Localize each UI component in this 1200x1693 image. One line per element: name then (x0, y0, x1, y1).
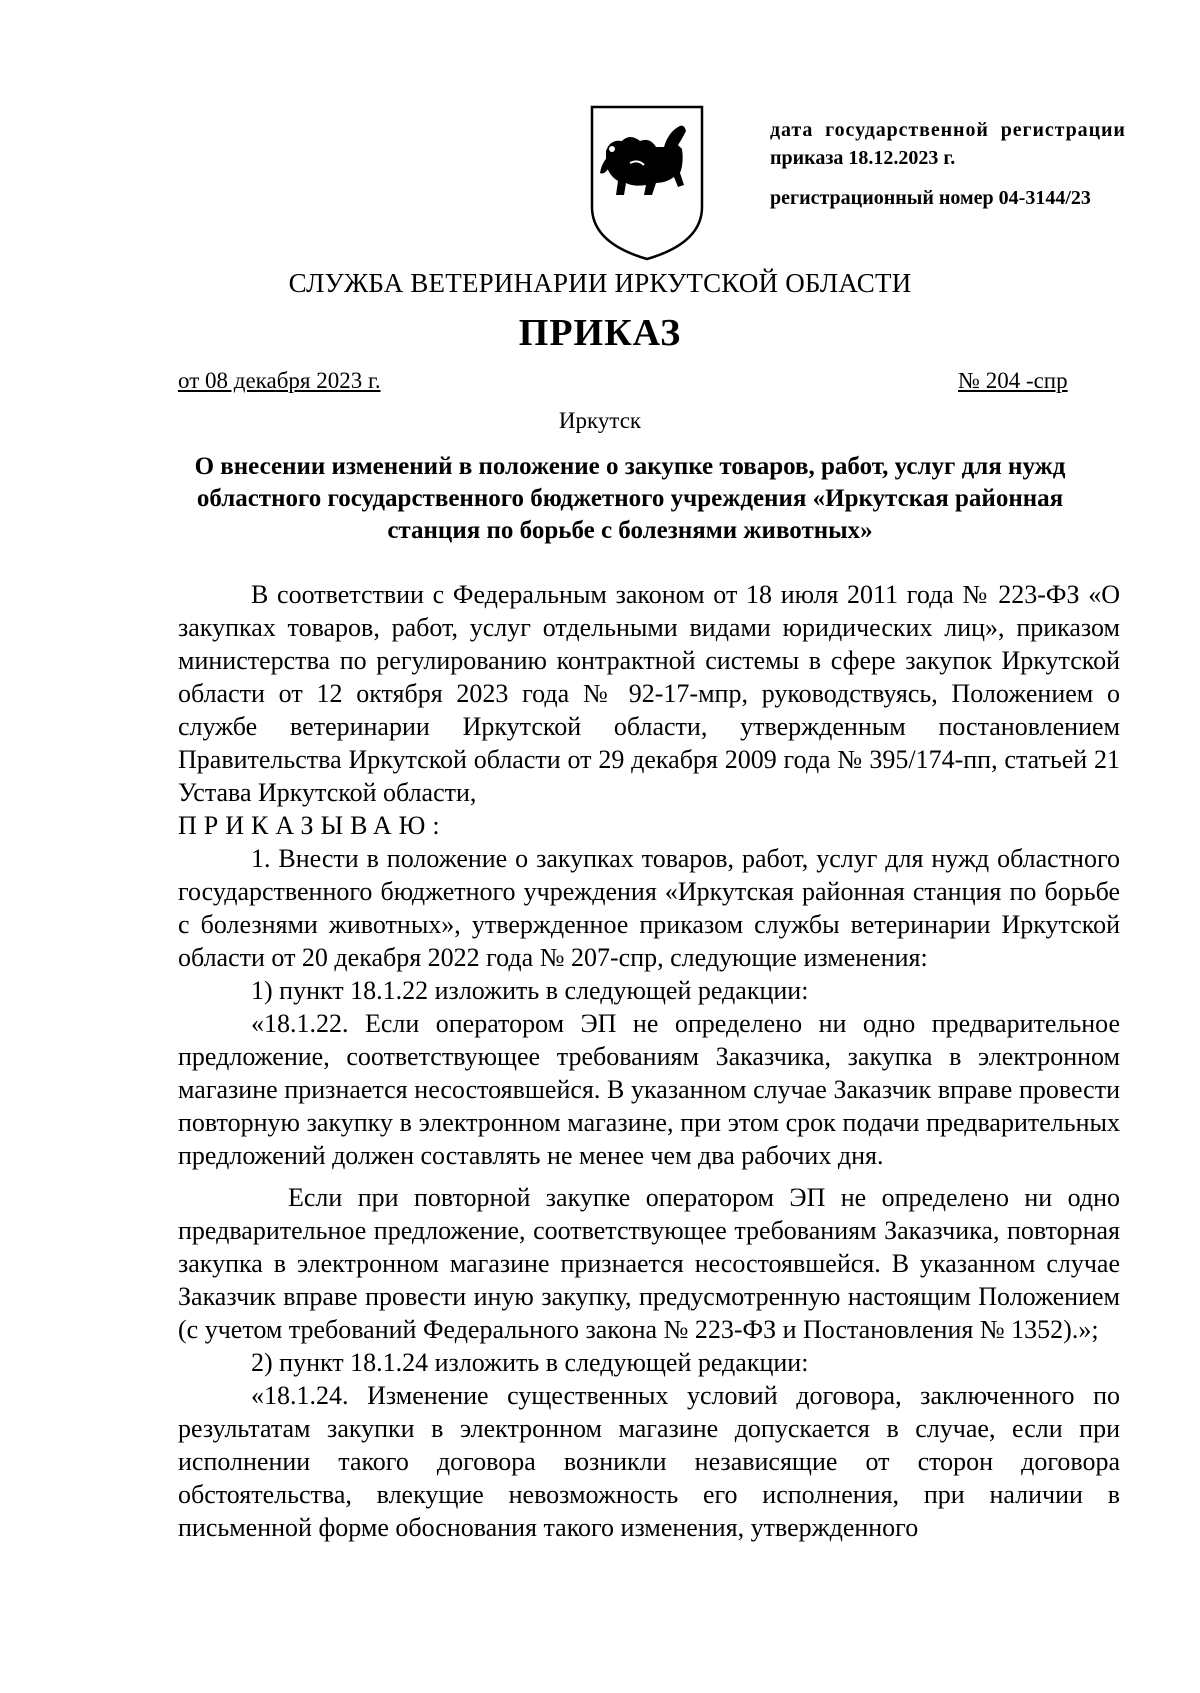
order-body (178, 578, 1120, 1544)
subitem-2-text: «18.1.24. Изменение существенных условий договора, заключенного по результатам закупки в электронном магазине допускается в случае, если при исполнении такого договора возникли независящие от сторон договора обстоятельства, влекущие невозможность его исполнения, при наличии в письменной форме обоснования такого изменения, утвержденного (178, 1381, 1120, 1542)
document-type: ПРИКАЗ (518, 312, 682, 354)
item-1-paragraph: 1. Внести в положение о закупках товаров, работ, услуг для нужд областного государственного бюджетного учреждения «Иркутская районная станция по борьбе с болезнями животных», утвержденное приказом службы ветеринарии Иркутской области от 20 декабря 2022 года № 207-спр, следующие изменения: (178, 844, 1120, 972)
registration-number: регистрационный номер 04-3144/23 (770, 187, 1091, 209)
subitem-1-text-continued: Если при повторной закупке оператором ЭП не определено ни одно предварительное предложение, соответствующее требованиям Заказчика, повторная закупка в электронном магазине признается несостоявшейся. В указанном случае Заказчик вправе провести иную закупку, предусмотренную настоящим Положением (с учетом требований Федерального закона № 223-ФЗ и Постановления № 1352).»; (178, 1183, 1120, 1344)
order-heading: О внесении изменений в положение о закупке товаров, работ, услуг для нужд областного государственного бюджетного учреждения «Иркутская районная станция по борьбе с болезнями животных» (194, 453, 1066, 544)
subitem-1-heading: 1) пункт 18.1.22 изложить в следующей редакции: (251, 976, 809, 1005)
agency-name: СЛУЖБА ВЕТЕРИНАРИИ ИРКУТСКОЙ ОБЛАСТИ (288, 268, 912, 298)
order-date: от 08 декабря 2023 г. (178, 368, 381, 393)
city: Иркутск (558, 408, 642, 433)
registration-date-label: дата государственной регистрации (770, 119, 1126, 141)
order-word: ПРИКАЗЫВАЮ: (178, 811, 447, 840)
coat-of-arms-emblem (586, 103, 708, 263)
preamble-paragraph: В соответствии с Федеральным законом от 18 июля 2011 года № 223-ФЗ «О закупках товаров, работ, услуг отдельными видами юридических лиц», приказом министерства по регулированию контрактной системы в сфере закупок Иркутской области от 12 октября 2023 года № 92-17-мпр, руководствуясь, Положением о службе ветеринарии Иркутской области, утвержденным постановлением Правительства Иркутской области от 29 декабря 2009 года № 395/174-пп, статьей 21 Устава Иркутской области, (178, 580, 1120, 807)
order-number: № 204 -спр (958, 368, 1068, 393)
subitem-1-text: «18.1.22. Если оператором ЭП не определено ни одно предварительное предложение, соответствующее требованиям Заказчика, закупка в электронном магазине признается несостоявшейся. В указанном случае Заказчик вправе провести повторную закупку в электронном магазине, при этом срок подачи предварительных предложений должен составлять не менее чем два рабочих дня. (178, 1009, 1120, 1170)
registration-date: приказа 18.12.2023 г. (770, 147, 956, 169)
subitem-2-heading: 2) пункт 18.1.24 изложить в следующей редакции: (251, 1348, 809, 1377)
registration-stamp (770, 116, 1170, 212)
